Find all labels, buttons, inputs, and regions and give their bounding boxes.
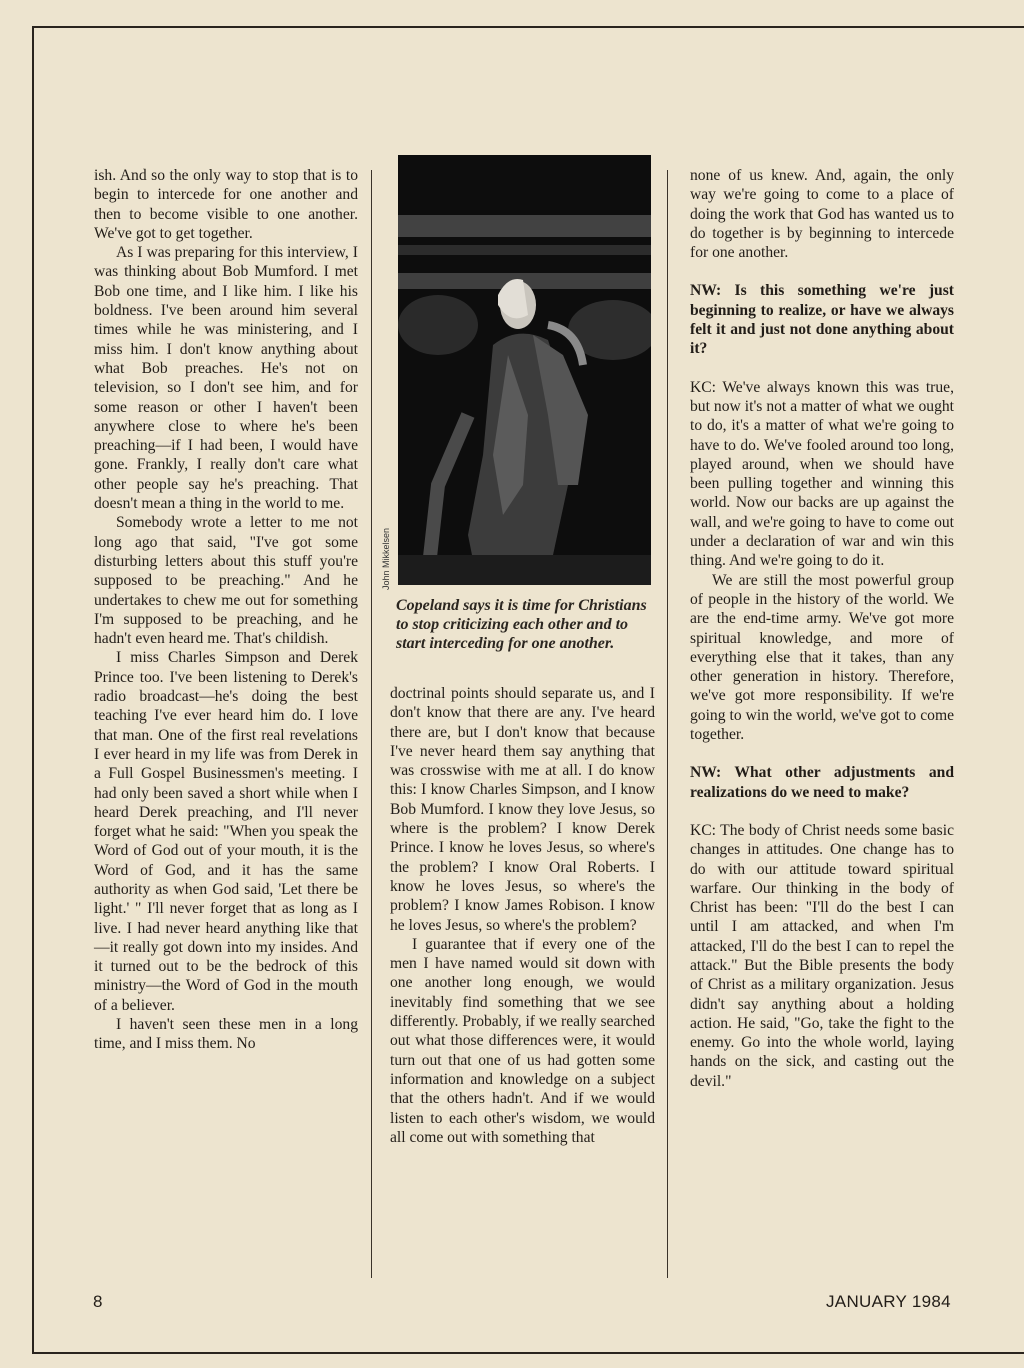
photo-credit: John Mikkelsen — [381, 527, 391, 590]
paragraph: doctrinal points should separate us, and I don't know that there are any. I've heard there are, but I don't know that because I've never heard them say anything that was crosswise with me at all. I do know this: I know Charles Simpson, and I know Bob Mumford. I know they love Jesus, so where is the problem? I know Derek Prince. I know he loves Jesus, so where's the problem? I know Oral Roberts. I know he loves Jesus, so where's the problem? I know James Robison. I know he loves Jesus, so where's the problem? — [390, 685, 655, 934]
interview-answer: KC: We've always known this was true, but now it's not a matter of what we ought to do, it's a matter of what we're going to have to do. We've fooled around too long, played around, when we should have been pulling together and winning this world. Now our backs are up against the wall, and we're going to have to come out under a declaration of war and win this thing. And we're going to do it. — [690, 378, 954, 570]
interview-question: NW: Is this something we're just beginning to realize, or have we always felt it and just not done anything about it? — [690, 282, 954, 358]
paragraph: Somebody wrote a letter to me not long ago that said, "I've got some disturbing letters about this stuff you're supposed to be preaching." And he undertakes to chew me out for something I'm supposed to be preaching, and he hadn't even heard me. That's childish. — [94, 514, 358, 648]
page-number: 8 — [93, 1292, 103, 1311]
article-photo — [398, 155, 651, 585]
paragraph: We are still the most powerful group of people in the history of the world. We are the end-time army. We've got more spiritual knowledge, and more of everything else that it takes, than any other generation in history. Therefore, we've got more responsibility. If we're going to win the world, we've got to come together. — [690, 571, 954, 744]
article-column-3 — [690, 166, 954, 1091]
paragraph: ish. And so the only way to stop that is to begin to intercede for one another and then to become visible to one another. We've got to get together. — [94, 167, 358, 242]
paragraph: I haven't seen these men in a long time, and I miss them. No — [94, 1016, 358, 1053]
paragraph: As I was preparing for this interview, I was thinking about Bob Mumford. I met Bob one time, and I like him. I like his boldness. I've been around him several times while he was ministering, and I miss him. I don't know anything about what Bob preaches. He's not on television, so I don't see him, and for some reason or other I haven't been anywhere close to where he's been preaching—if I had been, I would have gone. Frankly, I really don't care what other people say he's preaching. That doesn't mean a thing in the world to me. — [94, 244, 358, 513]
photo-caption: Copeland says it is time for Christians to stop criticizing each other and to start interceding for one another. — [396, 597, 647, 652]
interview-question: NW: What other adjustments and realizations do we need to make? — [690, 764, 954, 801]
article-column-1 — [94, 166, 358, 1054]
paragraph: I miss Charles Simpson and Derek Prince too. I've been listening to Derek's radio broadcast—he's doing the best teaching I've ever heard him do. I love that man. One of the first real revelations I ever heard in my life was from Derek in a Full Gospel Businessmen's meeting. I had only been saved a short while when I heard Derek preaching, and I'll never forget what he said: "When you speak the Word of God out of your mouth, it is the Word of God, and it has the same authority as when God said, 'Let there be light.' " I'll never forget that as long as I live. I had never heard anything like that—it really got down into my insides. And it turned out to be the bedrock of this ministry—the Word of God in the mouth of a believer. — [94, 649, 358, 1014]
column-rule-left — [371, 170, 372, 1278]
interview-answer: KC: The body of Christ needs some basic changes in attitudes. One change has to do with our attitude toward spiritual warfare. Our thinking in the body of Christ has been: "I'll do the best I can until I am attacked, and when I'm attacked, I'll do the best I can to repel the attack." But the Bible presents the body of Christ as a military organization. Jesus didn't say anything about a holding action. He said, "Go, take the fight to the enemy. Go into the whole world, laying hands on the sick, and casting out the devil." — [690, 821, 954, 1090]
paragraph: I guarantee that if every one of the men I have named would sit down with one another long enough, we would inevitably find something that we see differently. Probably, if we really searched out what those differences were, it would turn out that one of us had gotten some information and knowledge on a subject that the others hadn't. And if we would listen to each other's wisdom, we would all come out with something that — [390, 935, 655, 1146]
issue-date: JANUARY 1984 — [826, 1292, 951, 1311]
column-rule-right — [667, 170, 668, 1278]
paragraph: none of us knew. And, again, the only way we're going to come to a place of doing the work that God has wanted us to do together is by beginning to intercede for one another. — [690, 167, 954, 262]
article-column-2 — [390, 684, 655, 1147]
